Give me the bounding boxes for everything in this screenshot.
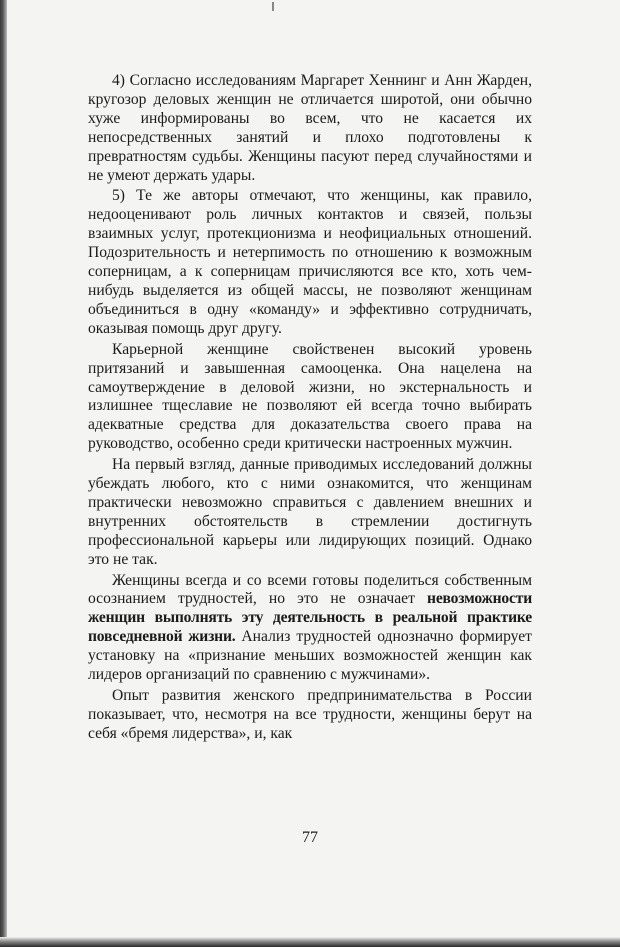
- page-number: 77: [302, 829, 318, 846]
- paragraph-women-difficulties: [88, 572, 532, 685]
- paragraph-first-glance: На первый взгляд, данные приводимых исследований должны убеждать любого, кто с ними ознакомится, что женщинам практически невозможно справиться с давлением внешних и внутренних обстоятельств в стремлении достигнуть профессиональной карьеры или лидирующих позиций. Однако это не так.: [88, 456, 532, 568]
- page-bottom-shadow: [0, 937, 620, 947]
- paragraph-career-woman: Карьерной женщине свойственен высокий уровень притязаний и завышенная самооценка. Она нацелена на самоутверждение в деловой жизни, но экстернальность и излишнее тщеславие не позволяют ей всегда точно выбирать адекватные средства для доказательства своего права на руководство, особенно среди критически настроенных мужчин.: [88, 340, 532, 453]
- body-text: [88, 72, 532, 744]
- paragraph-bold-phrase: невозможности женщин выполнять эту деятельность в реальной практике повседневной жизни.: [88, 590, 532, 646]
- paragraph-russia-experience: Опыт развития женского предпринимательства в России показывает, что, несмотря на все трудности, женщины берут на себя «бремя лидерства», и, как: [88, 687, 532, 742]
- page-left-shadow: [0, 0, 7, 947]
- paragraph-text-before-bold: Женщины всегда и со всеми готовы поделиться собственным осознанием трудностей, но это не означает: [88, 571, 532, 608]
- paragraph-point-4: 4) Согласно исследованиям Маргарет Хеннинг и Анн Жарден, кругозор деловых женщин не отличается широтой, они обычно хуже информированы во всем, что не касается их непосредственных занятий и плохо подготовлены к превратностям судьбы. Женщины пасуют перед случайностями и не умеют держать удары.: [88, 72, 532, 184]
- paragraph-text-after-bold: Анализ трудностей однозначно формирует установку на «признание меньших возможностей женщин как лидеров организаций по сравнению с мужчинами».: [88, 628, 532, 684]
- paragraph-point-5: 5) Те же авторы отмечают, что женщины, как правило, недооценивают роль личных контактов и связей, пользы взаимных услуг, протекционизма и неофициальных отношений. Подозрительность и нетерпимость по отношению к возможным соперницам, а к соперницам причисляются все кто, хоть чем-нибудь выделяется из общей массы, не позволяют женщинам объединиться в одну «команду» и эффективно сотрудничать, оказывая помощь друг другу.: [88, 187, 532, 337]
- scan-artifact-mark: [272, 2, 274, 11]
